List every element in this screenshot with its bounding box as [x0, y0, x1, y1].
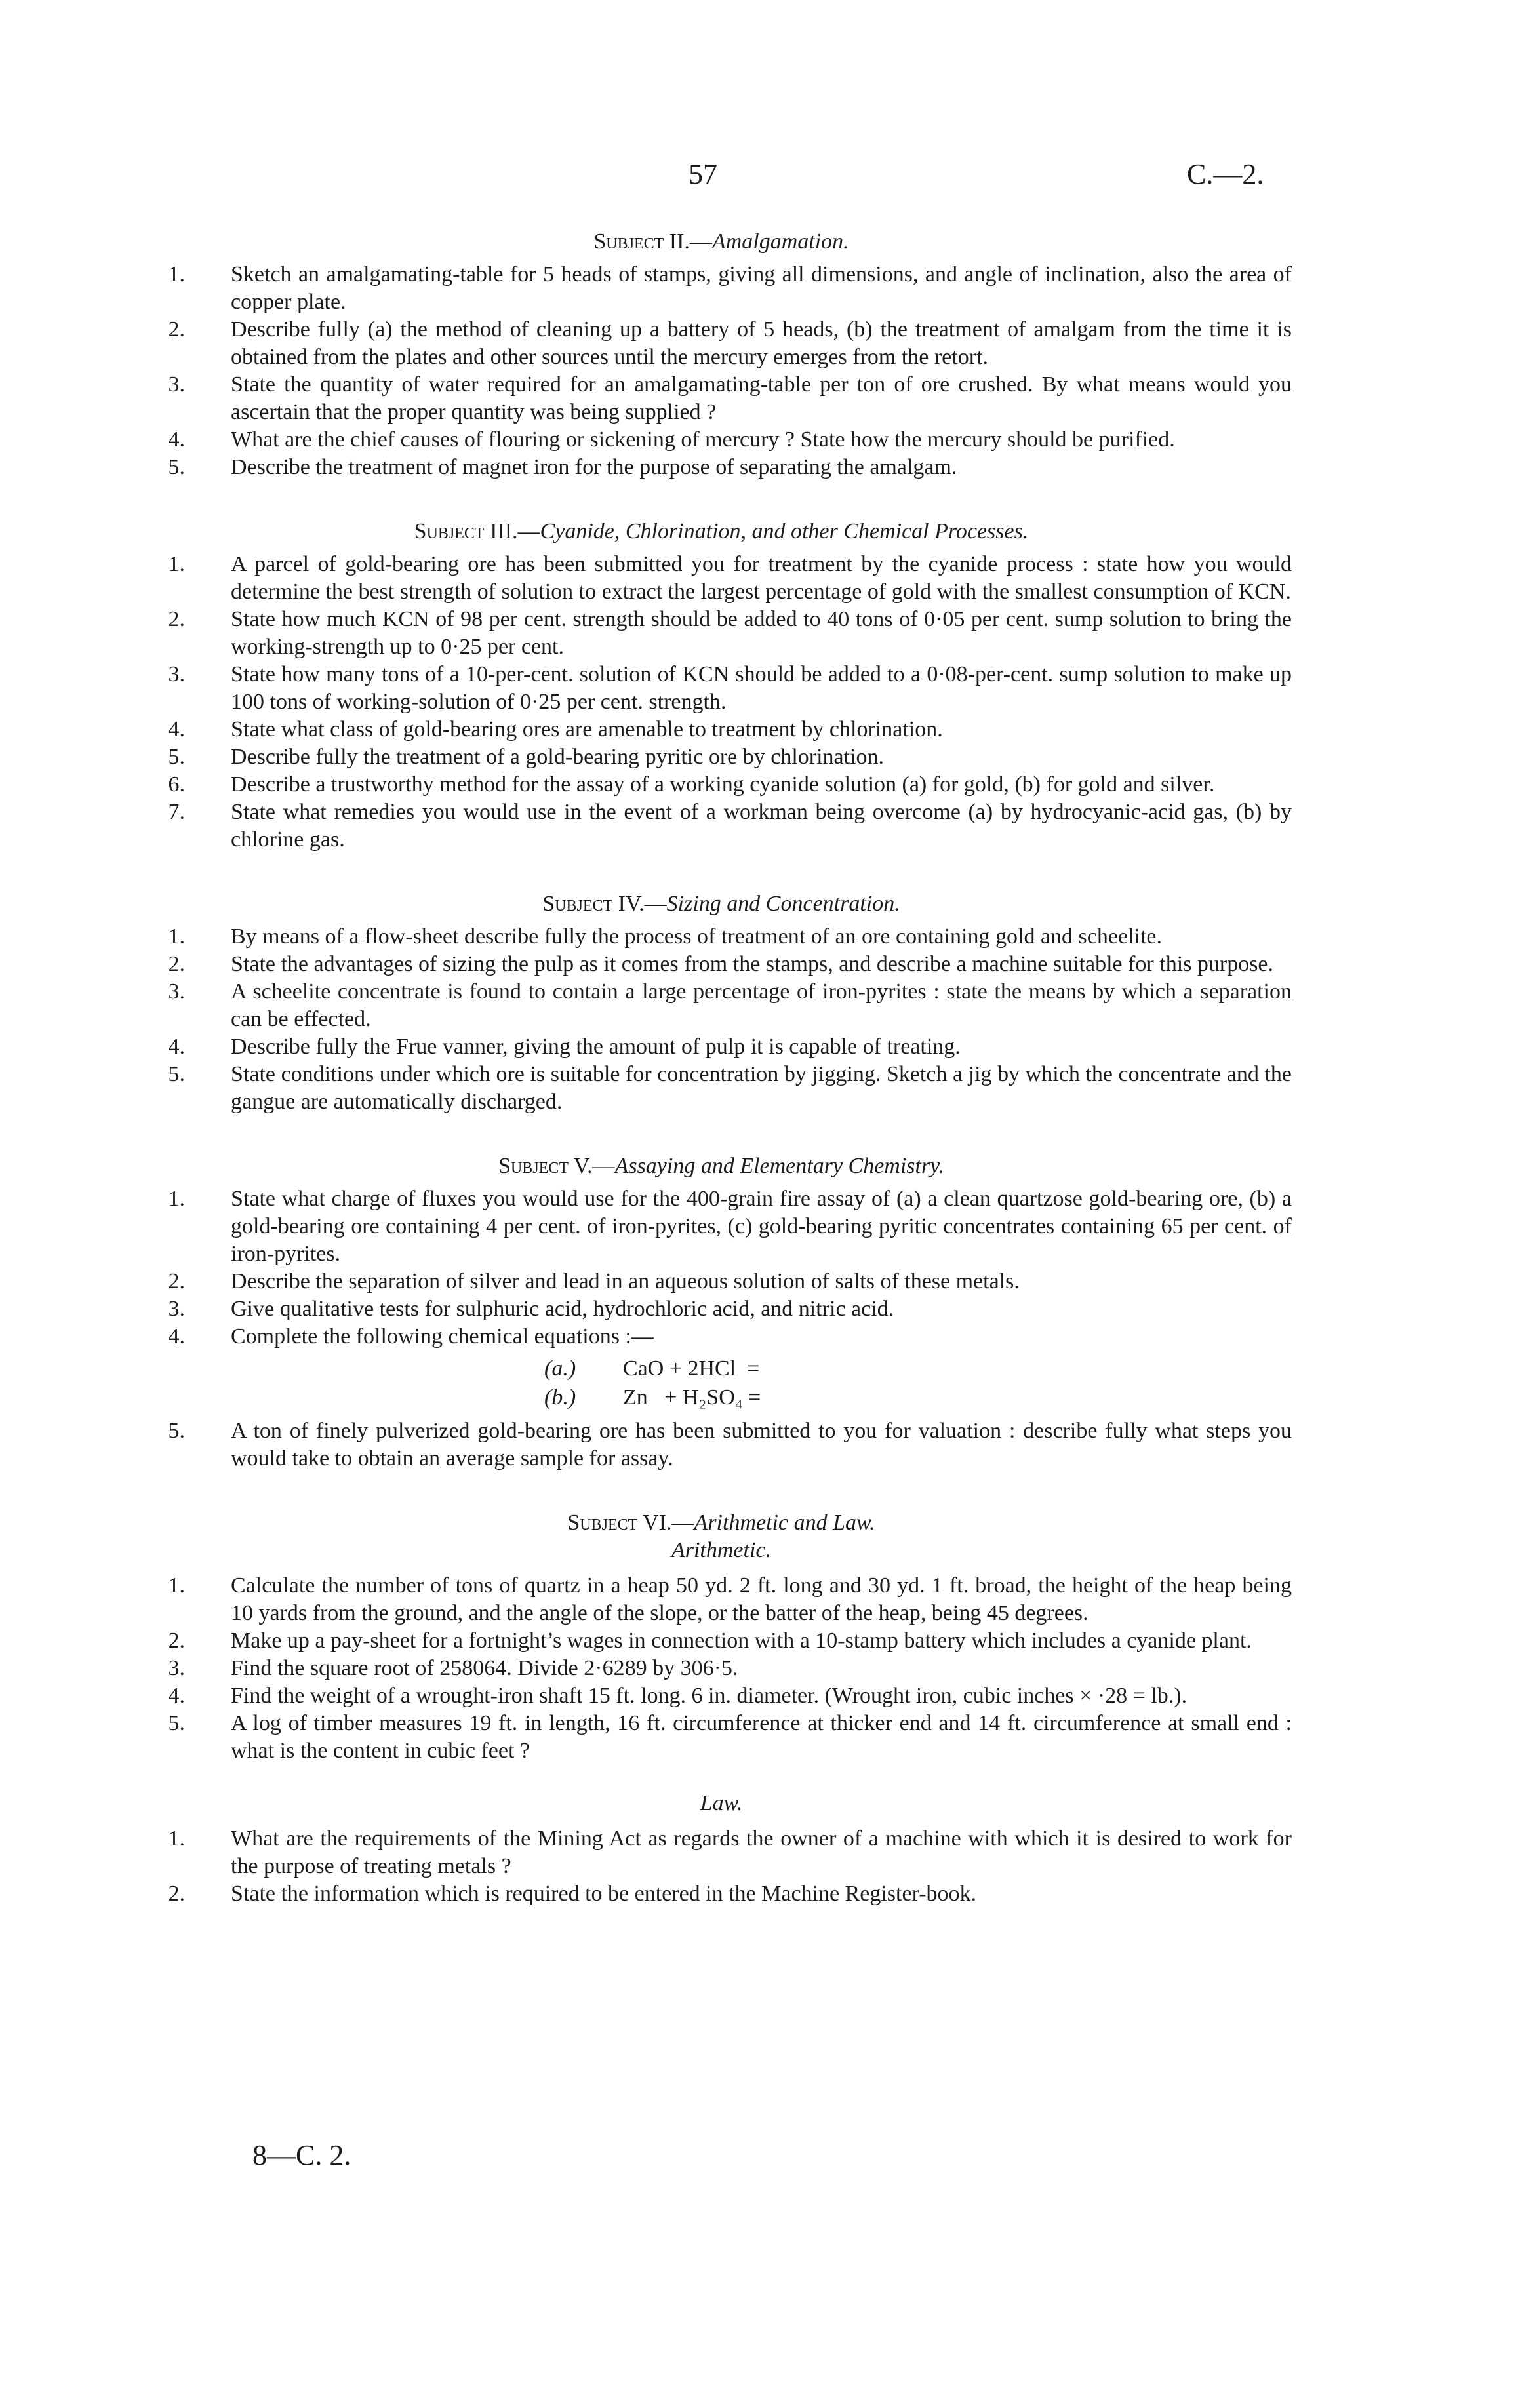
question-text: Find the square root of 258064. Divide 2·6289 by 306·5.	[231, 1656, 738, 1680]
question-text: A parcel of gold-bearing ore has been submitted you for treatment by the cyanide process : state how you would determine the best strength of solution to extract the largest percentage of gold with the smallest consumption of KCN.	[231, 552, 1292, 604]
question	[151, 1682, 1292, 1710]
question-number: 1.	[168, 262, 185, 286]
question-text: By means of a flow-sheet describe fully the process of treatment of an ore containing gold and scheelite.	[231, 924, 1162, 949]
question	[151, 606, 1292, 661]
question	[151, 1627, 1292, 1655]
question	[151, 743, 1292, 771]
exam-content	[151, 229, 1292, 1908]
equation-expression: Zn + H₂SO₄ =	[623, 1385, 761, 1410]
question	[151, 316, 1292, 371]
subject-section	[151, 1154, 1292, 1472]
question	[151, 1825, 1292, 1880]
question-text: State what remedies you would use in the event of a workman being overcome (a) by hydrocyanic-acid gas, (b) by chlorine gas.	[231, 800, 1292, 852]
question-number: 5.	[168, 745, 185, 769]
question-number: 3.	[168, 662, 185, 686]
question-number: 4.	[168, 427, 185, 452]
question-text: Describe fully (a) the method of cleaning up a battery of 5 heads, (b) the treatment of amalgam from the time it is obtained from the plates and other sources until the mercury emerges from the retort.	[231, 317, 1292, 369]
question-number: 2.	[168, 317, 185, 342]
question-text: State how many tons of a 10-per-cent. solution of KCN should be added to a 0·08-per-cent. sump solution to make up 100 tons of working-solution of 0·25 per cent. strength.	[231, 662, 1292, 714]
question-text: Describe fully the Frue vanner, giving the amount of pulp it is capable of treating.	[231, 1035, 961, 1059]
subject-title: Sizing and Concentration.	[666, 892, 900, 916]
question-text: A log of timber measures 19 ft. in length, 16 ft. circumference at thicker end and 14 ft. circumference at small end : what is the content in cubic feet ?	[231, 1711, 1292, 1763]
question-text: Make up a pay-sheet for a fortnight’s wages in connection with a 10-stamp battery which includes a cyanide plant.	[231, 1628, 1252, 1653]
question	[151, 1295, 1292, 1323]
question-number: 3.	[168, 1656, 185, 1680]
question-number: 2.	[168, 952, 185, 976]
subject-title: Assaying and Elementary Chemistry.	[614, 1154, 944, 1178]
question	[151, 1033, 1292, 1061]
question-number: 6.	[168, 772, 185, 797]
subject-title: Cyanide, Chlorination, and other Chemical Processes.	[540, 519, 1029, 543]
question-text: Describe fully the treatment of a gold-bearing pyritic ore by chlorination.	[231, 745, 885, 769]
question-number: 5.	[168, 1711, 185, 1735]
arithmetic-subheading: Arithmetic.	[671, 1538, 772, 1562]
question	[151, 951, 1292, 978]
question	[151, 371, 1292, 426]
question-text: State conditions under which ore is suitable for concentration by jigging. Sketch a jig by which the concentrate and the gangue are automatically discharged.	[231, 1062, 1292, 1114]
question	[151, 1185, 1292, 1268]
subject-title: Arithmetic and Law.	[694, 1510, 875, 1535]
subject-section	[151, 229, 1292, 481]
question-text: State the advantages of sizing the pulp as it comes from the stamps, and describe a machine suitable for this purpose.	[231, 952, 1274, 976]
question-text: Calculate the number of tons of quartz in a heap 50 yd. 2 ft. long and 30 yd. 1 ft. broad, the height of the heap being 10 yards from the ground, and the angle of the slope, or the batter of the heap, being 45 degrees.	[231, 1573, 1292, 1625]
question-text: A scheelite concentrate is found to contain a large percentage of iron-pyrites : state the means by which a separation can be effected.	[231, 979, 1292, 1031]
question-text: State what charge of fluxes you would use for the 400-grain fire assay of (a) a clean quartzose gold-bearing ore, (b) a gold-bearing ore containing 4 per cent. of iron-pyrites, (c) gold-bearing pyritic concentrates containing 65 per cent. of iron-pyrites.	[231, 1187, 1292, 1266]
equation-label: (b.)	[544, 1385, 576, 1410]
question-number: 2.	[168, 1269, 185, 1293]
question-text: Describe a trustworthy method for the assay of a working cyanide solution (a) for gold, (b) for gold and silver.	[231, 772, 1215, 797]
question	[151, 771, 1292, 799]
question	[151, 923, 1292, 951]
question	[151, 551, 1292, 606]
question-number: 4.	[168, 1684, 185, 1708]
question-text: Sketch an amalgamating-table for 5 heads of stamps, giving all dimensions, and angle of inclination, also the area of copper plate.	[231, 262, 1292, 314]
law-subheading: Law.	[700, 1791, 743, 1815]
question-number: 5.	[168, 1419, 185, 1443]
question-number: 2.	[168, 1628, 185, 1653]
question-number: 4.	[168, 1324, 185, 1349]
subject-label: Subject V.—	[498, 1154, 615, 1178]
question-text: Describe the treatment of magnet iron for the purpose of separating the amalgam.	[231, 455, 957, 479]
question	[151, 454, 1292, 481]
question-text: Find the weight of a wrought-iron shaft 15 ft. long. 6 in. diameter. (Wrought iron, cubic inches × ·28 = lb.).	[231, 1684, 1188, 1708]
subject-section	[151, 1510, 1292, 1908]
question-number: 1.	[168, 1826, 185, 1851]
subject-heading	[151, 892, 1292, 917]
page-number: 57	[689, 158, 717, 190]
subject-label: Subject VI.—	[567, 1510, 694, 1535]
equation-label: (a.)	[544, 1356, 576, 1381]
equation	[544, 1383, 1292, 1412]
question-text: Give qualitative tests for sulphuric acid, hydrochloric acid, and nitric acid.	[231, 1297, 894, 1321]
question	[151, 978, 1292, 1033]
question-text: What are the requirements of the Mining Act as regards the owner of a machine with which it is desired to work for the purpose of treating metals ?	[231, 1826, 1292, 1878]
question-number: 5.	[168, 455, 185, 479]
question-number: 7.	[168, 800, 185, 824]
question-text: State the information which is required to be entered in the Machine Register-book.	[231, 1882, 977, 1906]
question-number: 1.	[168, 552, 185, 576]
chemical-equations	[151, 1354, 1292, 1412]
signature-reference: 8—C. 2.	[252, 2139, 351, 2171]
subject-title: Amalgamation.	[711, 229, 849, 254]
question-text: Describe the separation of silver and lead in an aqueous solution of salts of these metals.	[231, 1269, 1020, 1293]
subject-section	[151, 519, 1292, 854]
question-number: 3.	[168, 372, 185, 397]
question	[151, 1572, 1292, 1627]
question-number: 4.	[168, 1035, 185, 1059]
subject-heading	[151, 229, 1292, 254]
question-number: 1.	[168, 1187, 185, 1211]
question-number: 2.	[168, 1882, 185, 1906]
subject-label: Subject III.—	[414, 519, 540, 543]
question-text: What are the chief causes of flouring or sickening of mercury ? State how the mercury should be purified.	[231, 427, 1175, 452]
question-text: Complete the following chemical equations :—	[231, 1324, 654, 1349]
subject-label: Subject IV.—	[542, 892, 667, 916]
question-text: State the quantity of water required for an amalgamating-table per ton of ore crushed. By what means would you ascertain that the proper quantity was being supplied ?	[231, 372, 1292, 424]
question-number: 5.	[168, 1062, 185, 1086]
question-text: State how much KCN of 98 per cent. strength should be added to 40 tons of 0·05 per cent. sump solution to bring the working-strength up to 0·25 per cent.	[231, 607, 1292, 659]
question	[151, 1417, 1292, 1472]
question	[151, 1880, 1292, 1908]
question-number: 4.	[168, 717, 185, 741]
question	[151, 1323, 1292, 1351]
question-number: 3.	[168, 979, 185, 1004]
equation	[544, 1354, 1292, 1383]
question	[151, 426, 1292, 454]
question	[151, 716, 1292, 743]
subject-heading	[151, 1154, 1292, 1179]
question	[151, 1710, 1292, 1765]
question	[151, 261, 1292, 316]
subject-heading	[151, 1510, 1292, 1535]
question-number: 1.	[168, 924, 185, 949]
question-text: State what class of gold-bearing ores are amenable to treatment by chlorination.	[231, 717, 943, 741]
question	[151, 799, 1292, 854]
question-text: A ton of finely pulverized gold-bearing ore has been submitted to you for valuation : describe fully what steps you would take to obtain an average sample for assay.	[231, 1419, 1292, 1470]
document-reference: C.—2.	[1187, 158, 1264, 190]
question	[151, 661, 1292, 716]
page-header	[0, 157, 1518, 197]
subject-section	[151, 892, 1292, 1116]
subject-label: Subject II.—	[593, 229, 712, 254]
question-number: 3.	[168, 1297, 185, 1321]
question-number: 2.	[168, 607, 185, 631]
question	[151, 1655, 1292, 1682]
question-number: 1.	[168, 1573, 185, 1598]
subject-heading	[151, 519, 1292, 544]
question	[151, 1268, 1292, 1295]
equation-expression: CaO + 2HCl =	[623, 1356, 760, 1381]
question	[151, 1061, 1292, 1116]
